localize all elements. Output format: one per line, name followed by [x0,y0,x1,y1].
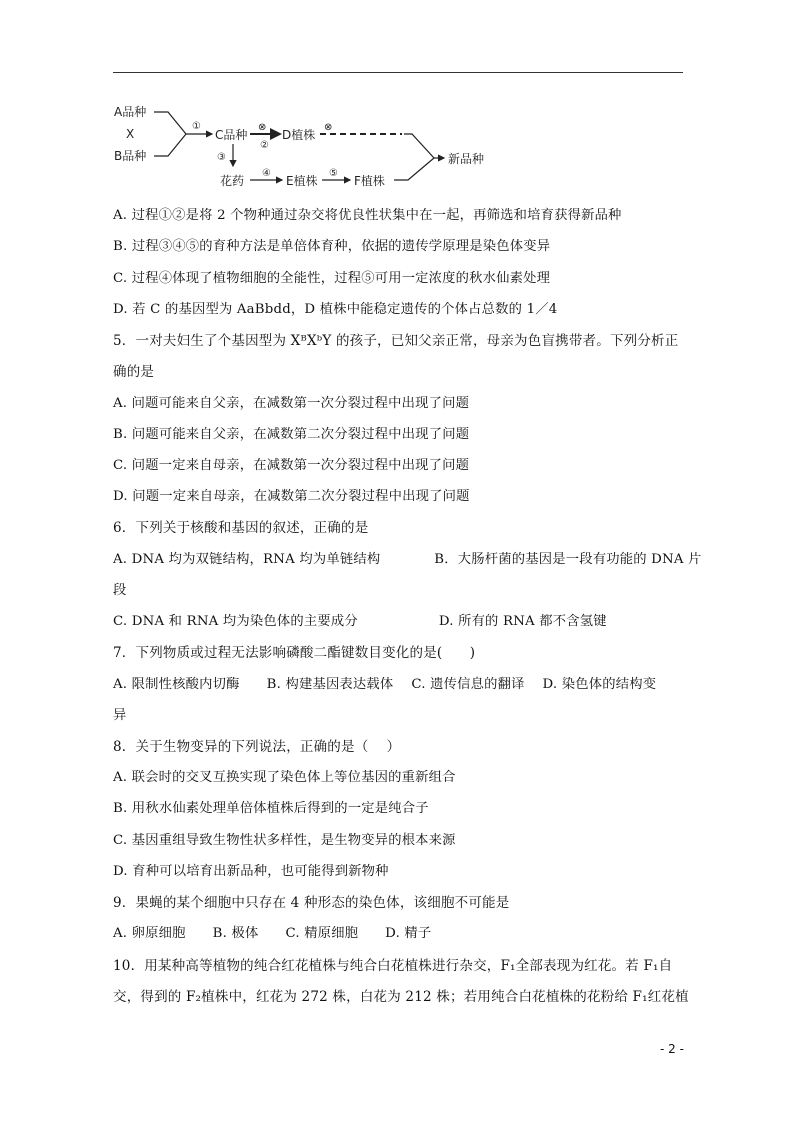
option-5b: B. 问题可能来自父亲，在减数第二次分裂过程中出现了问题 [113,427,470,442]
a-variety-label: A品种 [114,105,147,119]
option-8d: D. 育种可以培育出新品种，也可能得到新物种 [113,864,389,879]
b-line [154,134,186,156]
b-variety-label: B品种 [114,149,147,163]
option-5d: D. 问题一定来自母亲，在减数第二次分裂过程中出现了问题 [113,489,470,504]
pollen-label: 花药 [220,174,245,188]
option-6cd: C. DNA 和 RNA 均为染色体的主要成分 D. 所有的 RNA 都不含氢键 [113,614,607,629]
option-5a: A. 问题可能来自父亲，在减数第一次分裂过程中出现了问题 [113,396,470,411]
a-line [154,112,186,134]
question-5-cont: 确的是 [113,364,155,380]
question-10-cont: 交，得到的 F₂植株中，红花为 272 株，白花为 212 株；若用纯合白花植株的花粉给 F₁红花植 [113,989,689,1005]
self-symbol-2: ⊗ [324,122,333,133]
question-7: 7．下列物质或过程无法影响磷酸二酯键数目变化的是( ) [113,645,476,661]
option-8a: A. 联会时的交叉互换实现了染色体上等位基因的重新组合 [113,770,456,785]
option-8b: B. 用秋水仙素处理单倍体植株后得到的一定是纯合子 [113,801,429,816]
breeding-diagram [112,100,502,195]
option-7d-cont: 异 [113,708,127,723]
option-7abcd: A. 限制性核酸内切酶 B. 构建基因表达载体 C. 遗传信息的翻译 D. 染色体的结构变 [113,677,657,692]
breeding-diagram-svg [112,100,502,195]
f-converge-line [394,158,434,180]
header-rule [113,72,683,73]
question-10: 10．用某种高等植物的纯合红花植株与纯合白花植株进行杂交，F₁全部表现为红花。若 F₁自 [113,958,673,974]
option-6b-cont: 段 [113,583,127,598]
option-5c: C. 问题一定来自母亲，在减数第一次分裂过程中出现了问题 [113,458,470,473]
d-plant-label: D植株 [282,128,316,142]
option-4c: C. 过程④体现了植物细胞的全能性，过程⑤可用一定浓度的秋水仙素处理 [113,271,551,286]
self-symbol-1: ⊗ [258,122,267,133]
option-4d: D. 若 C 的基因型为 AaBbdd，D 植株中能稳定遗传的个体占总数的 1／4 [113,302,558,317]
question-9: 9．果蝇的某个细胞中只存在 4 种形态的染色体，该细胞不可能是 [113,895,510,911]
c-variety-label: C品种 [215,128,248,142]
question-8: 8．关于生物变异的下列说法，正确的是（ ） [113,739,401,755]
step-4: ④ [262,168,271,179]
cross-sign: X [126,127,135,141]
option-4b: B. 过程③④⑤的育种方法是单倍体育种，依据的遗传学原理是染色体变异 [113,239,551,254]
step-3: ③ [217,152,226,163]
e-plant-label: E植株 [286,174,318,188]
d-converge-line [404,134,434,158]
option-6ab: A. DNA 均为双链结构，RNA 均为单链结构 B．大肠杆菌的基因是一段有功能的 DNA 片 [113,552,702,567]
step-2: ② [260,140,269,151]
option-9abcd: A. 卵原细胞 B. 极体 C. 精原细胞 D. 精子 [113,926,432,941]
step-5: ⑤ [329,168,338,179]
option-8c: C. 基因重组导致生物性状多样性，是生物变异的根本来源 [113,833,456,848]
option-4a: A. 过程①②是将 2 个物种通过杂交将优良性状集中在一起，再筛选和培育获得新品种 [113,208,622,223]
new-variety-label: 新品种 [448,152,485,166]
f-plant-label: F植株 [354,174,385,188]
step-1: ① [192,121,201,132]
question-5: 5．一对夫妇生了个基因型为 XᴮXᵇY 的孩子，已知父亲正常，母亲为色盲携带者。下列分析正 [113,333,679,349]
question-6: 6．下列关于核酸和基因的叙述，正确的是 [113,520,369,536]
page-number: - 2 - [660,1042,684,1056]
